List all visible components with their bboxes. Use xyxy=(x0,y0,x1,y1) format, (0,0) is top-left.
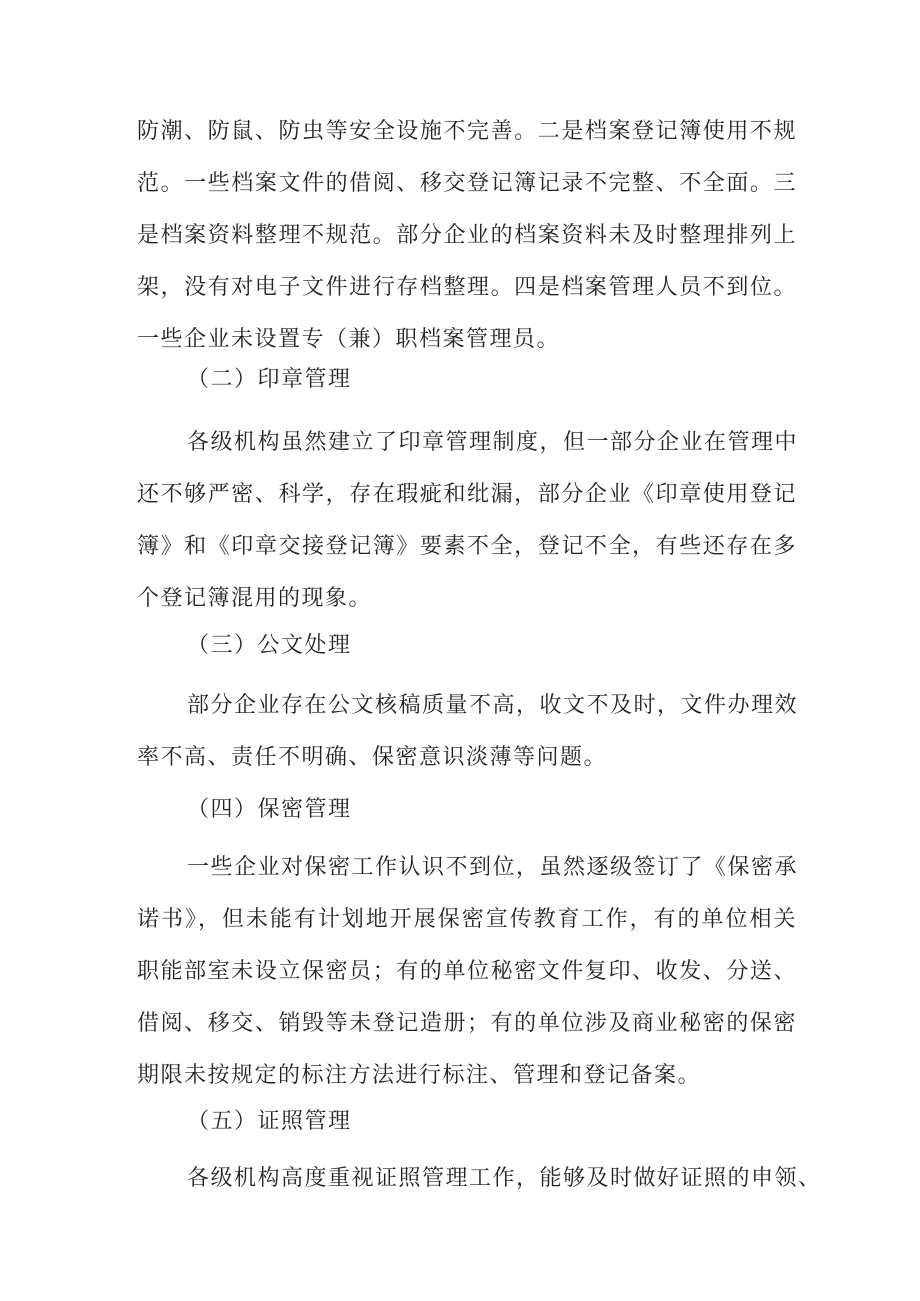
paragraph-line: 架，没有对电子文件进行存档整理。四是档案管理人员不到位。 xyxy=(137,275,797,300)
paragraph-line: 防潮、防鼠、防虫等安全设施不完善。二是档案登记簿使用不规 xyxy=(137,119,797,144)
paragraph-line: 各级机构虽然建立了印章管理制度，但一部分企业在管理中 xyxy=(187,430,799,455)
paragraph-line: 部分企业存在公文核稿质量不高，收文不及时，文件办理效 xyxy=(187,693,799,718)
section-heading-confidentiality-management: （四）保密管理 xyxy=(187,797,352,822)
section-heading-license-management: （五）证照管理 xyxy=(187,1109,352,1134)
confidentiality-management-paragraph xyxy=(137,842,797,1102)
paragraph-line: 借阅、移交、销毁等未登记造册；有的单位涉及商业秘密的保密 xyxy=(137,1011,797,1036)
paragraph-line: 还不够严密、科学，存在瑕疵和纰漏，部分企业《印章使用登记 xyxy=(137,482,797,507)
paragraph-line: 一些企业未设置专（兼）职档案管理员。 xyxy=(137,327,561,352)
paragraph-line: 一些企业对保密工作认识不到位，虽然逐级签订了《保密承 xyxy=(187,855,799,880)
paragraph-line: 率不高、责任不明确、保密意识淡薄等问题。 xyxy=(137,745,608,770)
license-management-paragraph xyxy=(137,1153,822,1205)
document-processing-paragraph xyxy=(137,680,797,784)
paragraph-line: 是档案资料整理不规范。部分企业的档案资料未及时整理排列上 xyxy=(137,223,797,248)
paragraph-line: 个登记簿混用的现象。 xyxy=(137,586,373,611)
paragraph-line: 诺书》，但未能有计划地开展保密宣传教育工作，有的单位相关 xyxy=(137,907,797,932)
paragraph-line: 各级机构高度重视证照管理工作，能够及时做好证照的申领、 xyxy=(187,1166,822,1191)
seal-management-paragraph xyxy=(137,417,797,625)
paragraph-line: 簿》和《印章交接登记簿》要素不全，登记不全，有些还存在多 xyxy=(137,534,797,559)
paragraph-line: 范。一些档案文件的借阅、移交登记簿记录不完整、不全面。三 xyxy=(137,171,797,196)
section-heading-document-processing: （三）公文处理 xyxy=(187,633,352,658)
paragraph-line: 期限未按规定的标注方法进行标注、管理和登记备案。 xyxy=(137,1063,702,1088)
section-heading-seal-management: （二）印章管理 xyxy=(187,367,352,392)
intro-paragraph xyxy=(137,106,797,366)
paragraph-line: 职能部室未设立保密员；有的单位秘密文件复印、收发、分送、 xyxy=(137,959,797,984)
